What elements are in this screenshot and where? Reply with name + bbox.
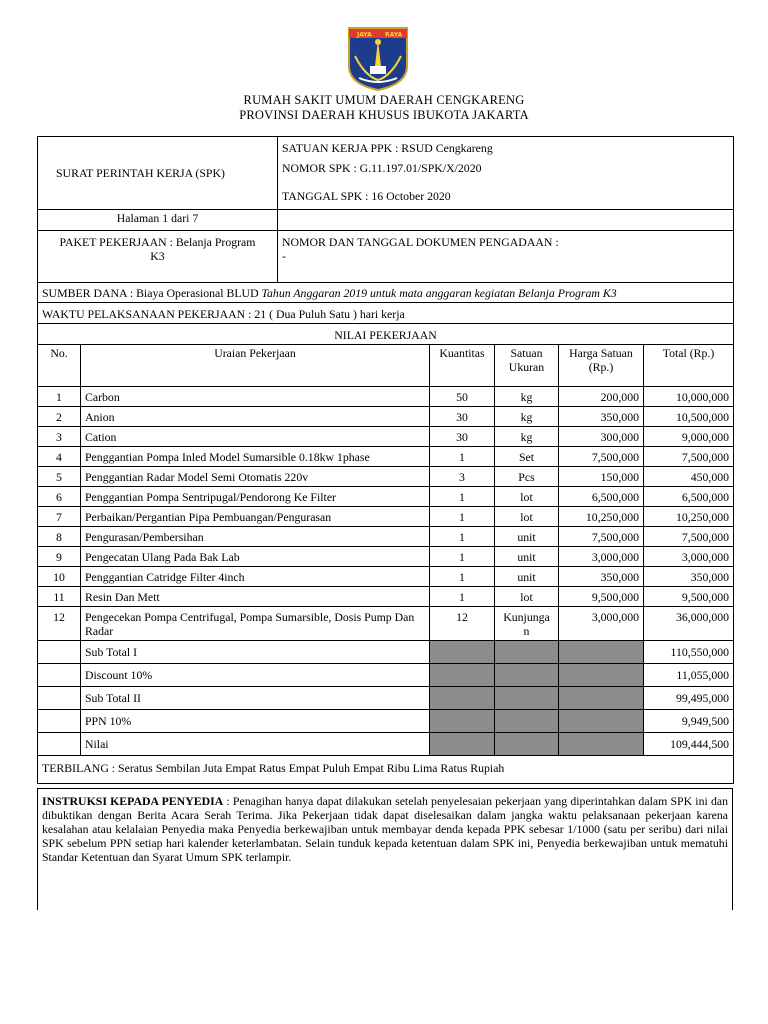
summary-blank [38,641,81,664]
summary-shaded-cell [495,687,559,710]
dki-jakarta-logo [345,26,411,92]
item-kuantitas: 1 [430,527,495,547]
table-row [38,427,734,447]
item-kuantitas: 1 [430,487,495,507]
summary-row [38,733,734,756]
summary-blank [38,664,81,687]
item-kuantitas: 1 [430,447,495,467]
item-uraian: Pengecekan Pompa Centrifugal, Pompa Sumarsible, Dosis Pump Dan Radar [81,607,430,641]
item-harga: 300,000 [559,427,644,447]
summary-blank [38,733,81,756]
table-row [38,607,734,641]
item-harga: 3,000,000 [559,607,644,641]
summary-value: 9,949,500 [644,710,734,733]
summary-shaded-cell [559,687,644,710]
summary-shaded-cell [559,710,644,733]
paket-pekerjaan: PAKET PEKERJAAN : Belanja Program K3 [38,231,278,283]
summary-shaded-cell [495,664,559,687]
item-harga: 3,000,000 [559,547,644,567]
col-uraian: Uraian Pekerjaan [81,345,430,387]
item-no: 8 [38,527,81,547]
table-row [38,387,734,407]
summary-blank [38,687,81,710]
item-harga: 9,500,000 [559,587,644,607]
item-harga: 10,250,000 [559,507,644,527]
item-no: 7 [38,507,81,527]
item-harga: 200,000 [559,387,644,407]
item-uraian: Perbaikan/Pergantian Pipa Pembuangan/Pengurasan [81,507,430,527]
item-uraian: Penggantian Pompa Sentripugal/Pendorong Ke Filter [81,487,430,507]
summary-value: 109,444,500 [644,733,734,756]
svg-text:RAYA: RAYA [385,31,403,39]
item-satuan: unit [495,547,559,567]
item-satuan: kg [495,427,559,447]
item-kuantitas: 30 [430,427,495,447]
nilai-pekerjaan-title: NILAI PEKERJAAN [38,324,734,345]
summary-shaded-cell [430,710,495,733]
item-no: 1 [38,387,81,407]
item-total: 10,250,000 [644,507,734,527]
item-satuan: unit [495,567,559,587]
instruksi-text: : Penagihan hanya dapat dilakukan setelah penyelesaian pekerjaan yang diperintahkan dalam SPK ini dan dibuktikan dengan Berita Acara Serah Terima. Jika Pekerjaan tidak dapat diselesaikan dalam jangka waktu pelaksanaan pekerjaan karena kesalahan atau kelalaian Penyedia maka Penyedia berkewajiban untuk membayar denda kepada PPK sebesar 1/1000 (satu per seribu) dari nilai SPK sebelum PPN setiap hari kalender keterlambatan. Selain tunduk kepada ketentuan dalam SPK ini, Penyedia berkewajiban untuk mematuhi Standar Ketentuan dan Syarat Umum SPK terlampir. [42,794,729,864]
item-kuantitas: 1 [430,567,495,587]
item-satuan: lot [495,587,559,607]
summary-row [38,687,734,710]
dokumen-value: - [282,249,286,263]
item-kuantitas: 1 [430,547,495,567]
summary-shaded-cell [559,664,644,687]
sumber-dana: SUMBER DANA : Biaya Operasional BLUD Tahun Anggaran 2019 untuk mata anggaran kegiatan Belanja Program K3 [38,283,734,303]
summary-shaded-cell [430,733,495,756]
item-uraian: Pengecatan Ulang Pada Bak Lab [81,547,430,567]
item-kuantitas: 12 [430,607,495,641]
summary-value: 110,550,000 [644,641,734,664]
item-satuan: Pcs [495,467,559,487]
item-kuantitas: 3 [430,467,495,487]
item-uraian: Penggantian Catridge Filter 4inch [81,567,430,587]
item-kuantitas: 30 [430,407,495,427]
item-no: 9 [38,547,81,567]
item-no: 11 [38,587,81,607]
summary-shaded-cell [430,687,495,710]
table-row [38,587,734,607]
item-satuan: Set [495,447,559,467]
item-total: 36,000,000 [644,607,734,641]
item-harga: 6,500,000 [559,487,644,507]
table-row [38,447,734,467]
table-row [38,467,734,487]
item-kuantitas: 50 [430,387,495,407]
item-no: 5 [38,467,81,487]
item-total: 9,000,000 [644,427,734,447]
terbilang: TERBILANG : Seratus Sembilan Juta Empat Ratus Empat Puluh Empat Ribu Lima Ratus Rupiah [38,756,734,784]
summary-row [38,641,734,664]
item-satuan: unit [495,527,559,547]
item-harga: 350,000 [559,407,644,427]
tanggal-spk: TANGGAL SPK : 16 October 2020 [282,189,451,203]
header-line-1: RUMAH SAKIT UMUM DAERAH CENGKARENG [243,93,525,107]
item-uraian: Pengurasan/Pembersihan [81,527,430,547]
item-no: 12 [38,607,81,641]
summary-shaded-cell [495,733,559,756]
item-total: 9,500,000 [644,587,734,607]
item-satuan: lot [495,487,559,507]
item-uraian: Resin Dan Mett [81,587,430,607]
item-uraian: Penggantian Pompa Inled Model Sumarsible 0.18kw 1phase [81,447,430,467]
item-total: 350,000 [644,567,734,587]
table-row [38,567,734,587]
item-kuantitas: 1 [430,507,495,527]
item-harga: 150,000 [559,467,644,487]
dokumen-label: NOMOR DAN TANGGAL DOKUMEN PENGADAAN : [282,235,559,249]
item-satuan: kg [495,387,559,407]
table-row [38,507,734,527]
col-total: Total (Rp.) [644,345,734,387]
summary-shaded-cell [430,664,495,687]
item-total: 7,500,000 [644,447,734,467]
item-harga: 7,500,000 [559,527,644,547]
item-uraian: Carbon [81,387,430,407]
nomor-spk: NOMOR SPK : G.11.197.01/SPK/X/2020 [282,161,482,175]
spk-title: SURAT PERINTAH KERJA (SPK) [38,137,278,210]
table-row [38,407,734,427]
header-line-2: PROVINSI DAERAH KHUSUS IBUKOTA JAKARTA [239,108,529,122]
summary-shaded-cell [559,733,644,756]
svg-text:JAYA: JAYA [357,31,372,39]
summary-shaded-cell [495,710,559,733]
summary-label: Nilai [81,733,430,756]
item-total: 10,500,000 [644,407,734,427]
item-total: 6,500,000 [644,487,734,507]
item-no: 4 [38,447,81,467]
item-total: 3,000,000 [644,547,734,567]
summary-blank [38,710,81,733]
table-row [38,487,734,507]
item-kuantitas: 1 [430,587,495,607]
col-kuantitas: Kuantitas [430,345,495,387]
col-harga: Harga Satuan (Rp.) [559,345,644,387]
item-no: 2 [38,407,81,427]
waktu-pelaksanaan: WAKTU PELAKSANAAN PEKERJAAN : 21 ( Dua Puluh Satu ) hari kerja [38,303,734,324]
summary-label: Sub Total II [81,687,430,710]
item-no: 10 [38,567,81,587]
table-row [38,547,734,567]
col-satuan: Satuan Ukuran [495,345,559,387]
summary-row [38,710,734,733]
summary-value: 99,495,000 [644,687,734,710]
item-satuan: kg [495,407,559,427]
nilai-table [37,282,734,784]
item-total: 450,000 [644,467,734,487]
table-row [38,527,734,547]
item-uraian: Cation [81,427,430,447]
summary-shaded-cell [430,641,495,664]
item-harga: 350,000 [559,567,644,587]
summary-label: Discount 10% [81,664,430,687]
item-satuan: Kunjunga n [495,607,559,641]
col-no: No. [38,345,81,387]
item-uraian: Anion [81,407,430,427]
item-satuan: lot [495,507,559,527]
item-no: 6 [38,487,81,507]
satuan-kerja: SATUAN KERJA PPK : RSUD Cengkareng [282,141,493,155]
item-harga: 7,500,000 [559,447,644,467]
item-total: 7,500,000 [644,527,734,547]
summary-shaded-cell [559,641,644,664]
item-uraian: Penggantian Radar Model Semi Otomatis 220v [81,467,430,487]
summary-label: Sub Total I [81,641,430,664]
spk-info-table [37,136,734,283]
item-no: 3 [38,427,81,447]
summary-shaded-cell [495,641,559,664]
item-total: 10,000,000 [644,387,734,407]
summary-value: 11,055,000 [644,664,734,687]
instruksi-label: INSTRUKSI KEPADA PENYEDIA [42,794,224,808]
summary-label: PPN 10% [81,710,430,733]
instruksi-kepada-penyedia [37,788,733,910]
halaman: Halaman 1 dari 7 [38,210,278,231]
summary-row [38,664,734,687]
